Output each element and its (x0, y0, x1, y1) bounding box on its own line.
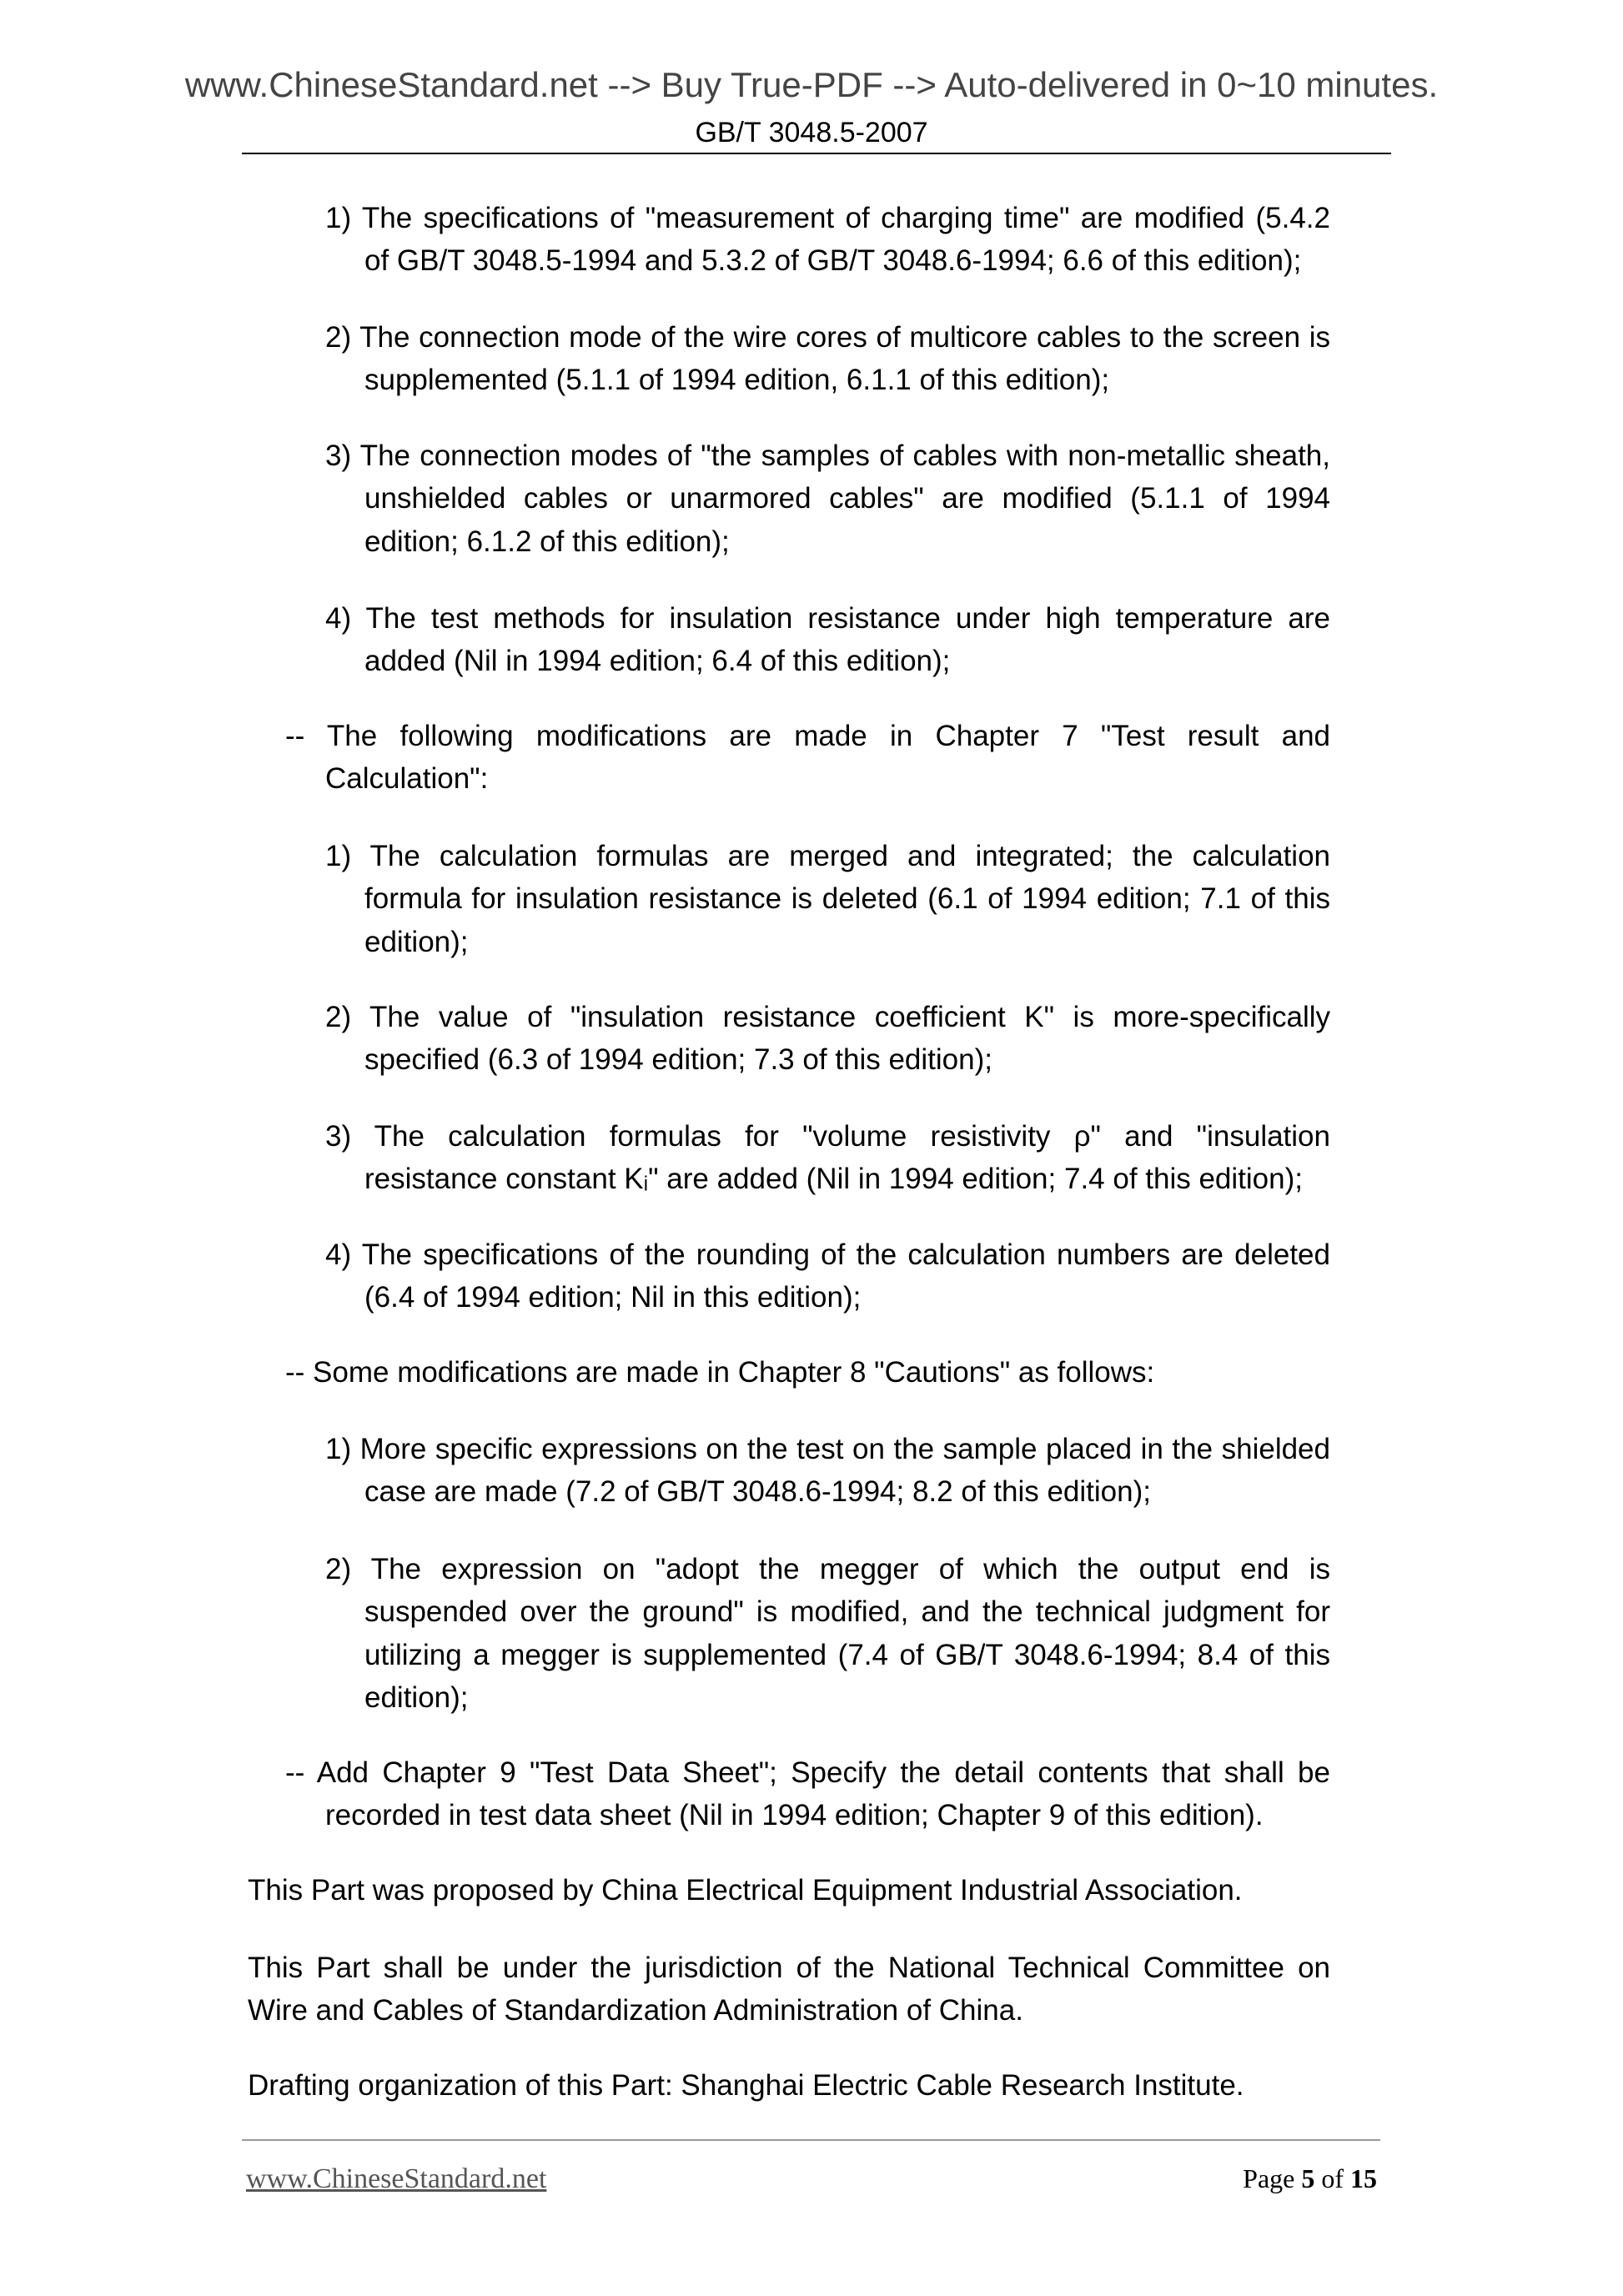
paragraph: Drafting organization of this Part: Shanghai Electric Cable Research Institute. (248, 2069, 1244, 2102)
page-number (1243, 2163, 1377, 2194)
list-item: 3) The calculation formulas for "volume resistivity ρ" and "insulation resistance constant Kᵢ" are added (Nil in 1994 edition; 7.4 of this edition); (325, 1120, 1330, 1196)
list-item: 4) The specifications of the rounding of the calculation numbers are deleted (6.4 of 1994 edition; Nil in this edition); (325, 1238, 1330, 1314)
footer-divider (242, 2139, 1380, 2141)
list-item: 2) The value of "insulation resistance coefficient K" is more-specifically specified (6.3 of 1994 edition; 7.3 of this edition); (325, 1001, 1330, 1077)
header-banner: www.ChineseStandard.net --> Buy True-PDF --> Auto-delivered in 0~10 minutes. (184, 65, 1439, 104)
paragraph: This Part shall be under the jurisdiction of the National Technical Committee on Wire and Cables of Standardization Administration of China. (248, 1952, 1330, 2027)
list-item: 1) The specifications of "measurement of charging time" are modified (5.4.2 of GB/T 3048.5-1994 and 5.3.2 of GB/T 3048.6-1994; 6.6 of this edition); (325, 202, 1330, 278)
paragraph: This Part was proposed by China Electrical Equipment Industrial Association. (248, 1874, 1243, 1907)
page-label: Page (1243, 2163, 1295, 2193)
dash-item: -- Some modifications are made in Chapter 8 "Cautions" as follows: (285, 1356, 1155, 1389)
list-item: 3) The connection modes of "the samples of cables with non-metallic sheath, unshielded cables or unarmored cables" are modified (5.1.1 of 1994 edition; 6.1.2 of this edition); (325, 440, 1330, 558)
list-item: 2) The connection mode of the wire cores of multicore cables to the screen is supplemented (5.1.1 of 1994 edition, 6.1.1 of this edition); (325, 321, 1330, 397)
dash-item: -- The following modifications are made in Chapter 7 "Test result and Calculation": (285, 720, 1330, 796)
page-current: 5 (1301, 2163, 1315, 2193)
list-item: 1) More specific expressions on the test on the sample placed in the shielded case are made (7.2 of GB/T 3048.6-1994; 8.2 of this edition); (325, 1433, 1330, 1509)
header-divider (242, 153, 1391, 154)
list-item: 4) The test methods for insulation resistance under high temperature are added (Nil in 1994 edition; 6.4 of this edition); (325, 602, 1330, 678)
page-of: of (1321, 2163, 1344, 2193)
dash-item: -- Add Chapter 9 "Test Data Sheet"; Specify the detail contents that shall be recorded in test data sheet (Nil in 1994 edition; Chapter 9 of this edition). (285, 1756, 1330, 1832)
list-item: 2) The expression on "adopt the megger of which the output end is suspended over the ground" is modified, and the technical judgment for utilizing a megger is supplemented (7.4 of GB/T 3048.6-1994; 8.4 of this edition); (325, 1553, 1330, 1714)
list-item: 1) The calculation formulas are merged and integrated; the calculation formula for insulation resistance is deleted (6.1 of 1994 edition; 7.1 of this edition); (325, 840, 1330, 958)
page-total: 15 (1350, 2163, 1377, 2193)
document-id: GB/T 3048.5-2007 (695, 117, 928, 148)
footer-website-link[interactable]: www.ChineseStandard.net (246, 2163, 547, 2194)
